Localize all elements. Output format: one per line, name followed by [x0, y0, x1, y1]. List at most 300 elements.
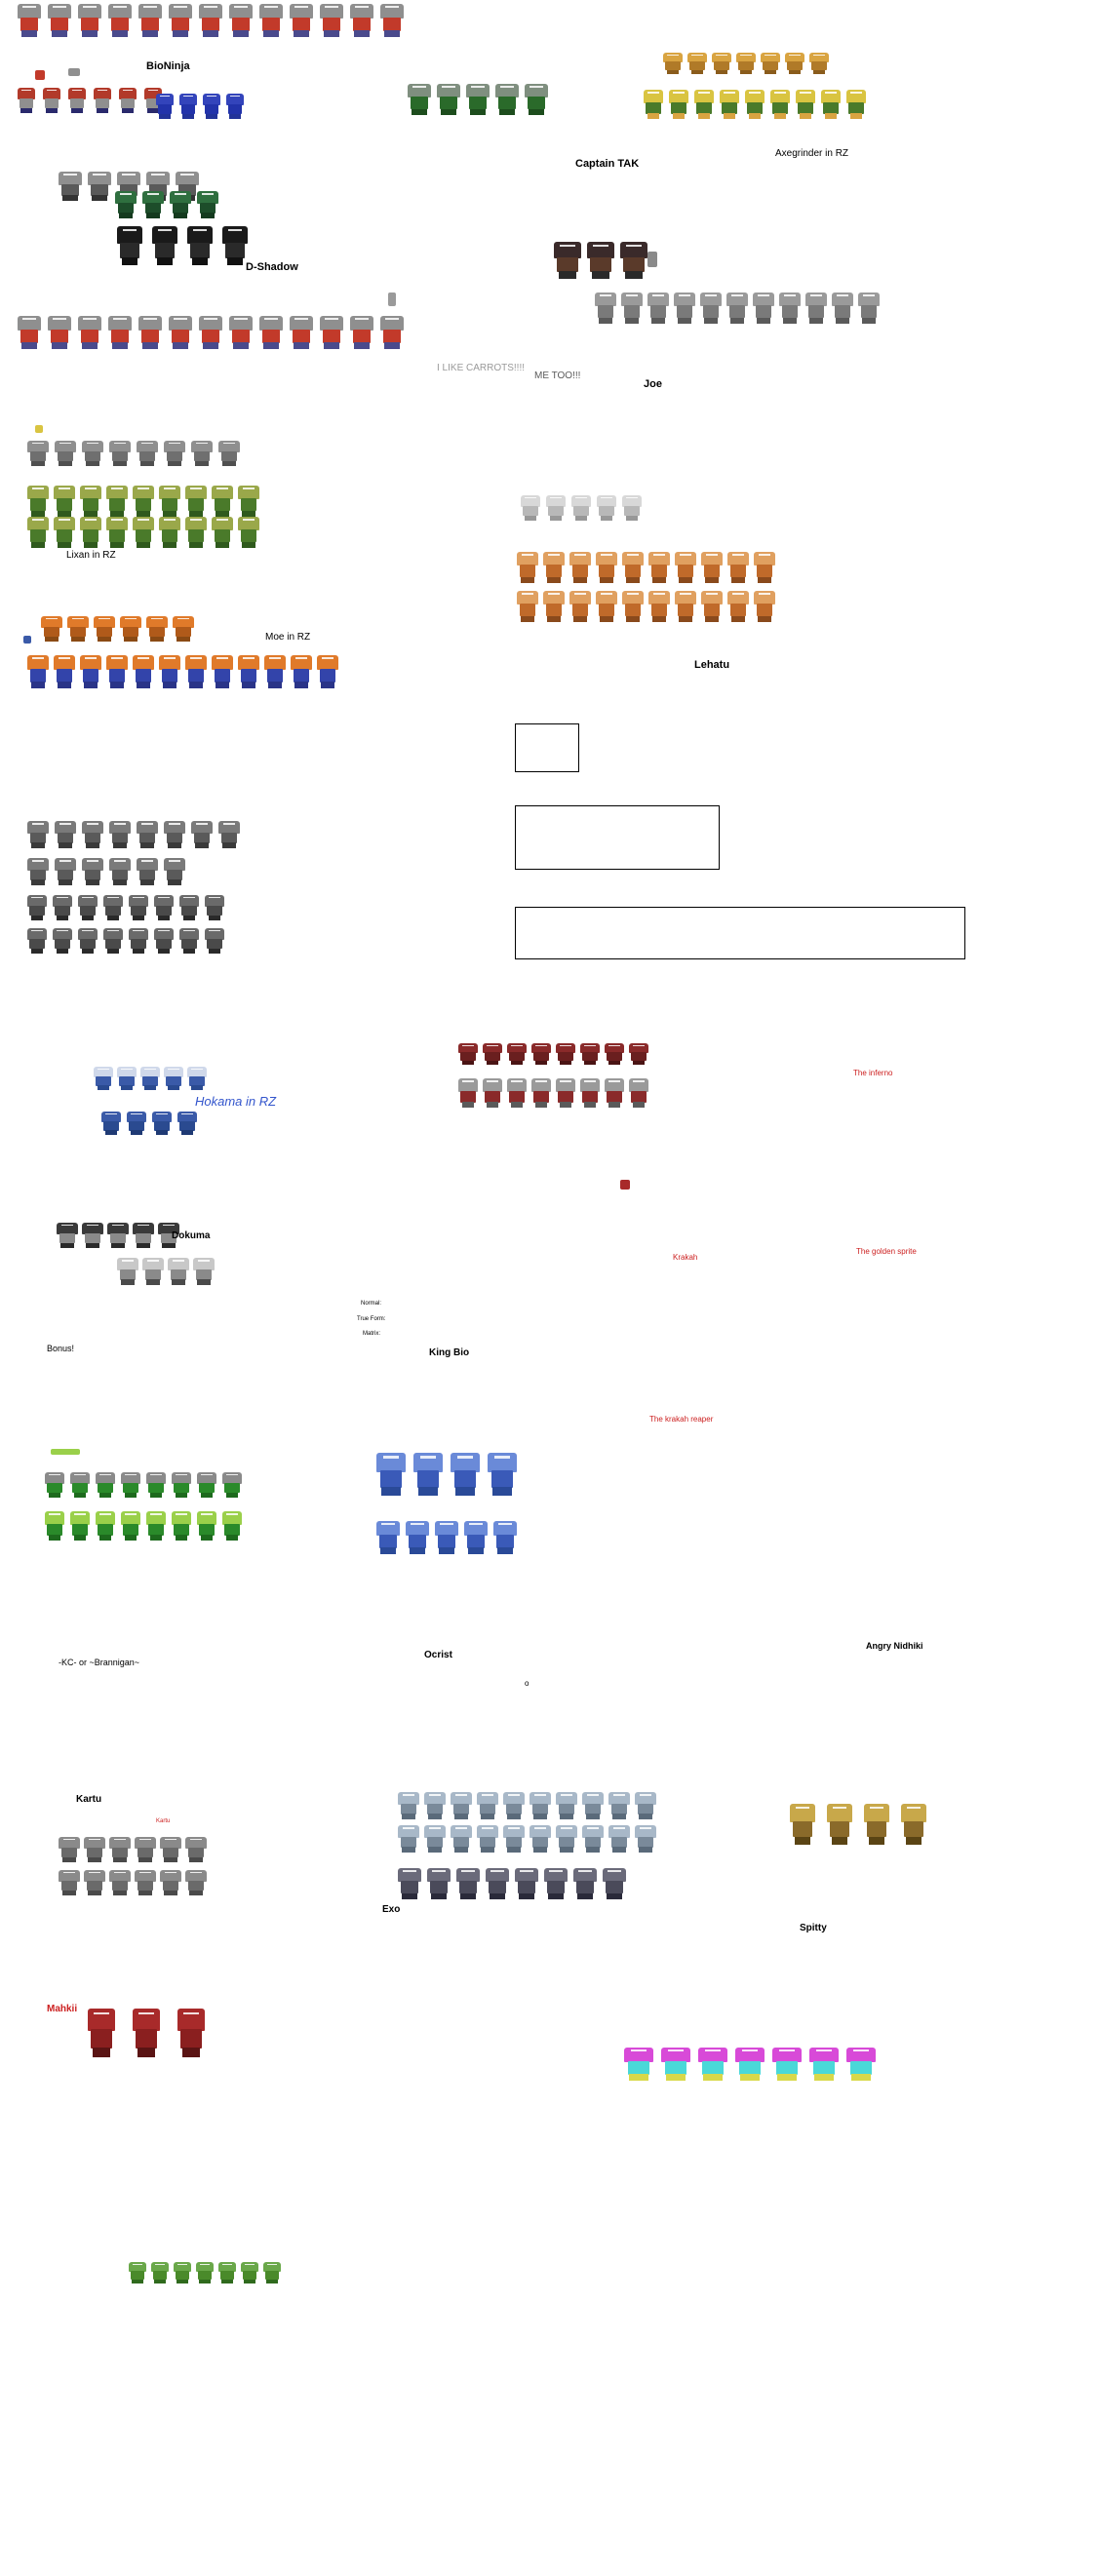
sprite-legs: [724, 113, 736, 119]
sprite-eyes: [87, 1225, 98, 1226]
sprite-head: [477, 1825, 498, 1838]
sprite-head: [503, 1792, 525, 1805]
sprite-eyes: [228, 229, 243, 231]
sprite-body: [650, 305, 667, 318]
sprite-legs: [800, 113, 812, 119]
sprite-head: [137, 441, 158, 452]
sprite-legs: [31, 916, 44, 920]
sprite-legs: [586, 1847, 600, 1853]
sprite-eyes: [520, 1870, 532, 1872]
sprite-eyes: [608, 1080, 619, 1082]
sprite: [350, 4, 373, 37]
sprite-legs: [140, 842, 154, 848]
sprite-eyes: [83, 318, 96, 320]
sprite-head: [735, 2048, 765, 2062]
sprite: [78, 4, 101, 37]
sprite-head: [54, 517, 75, 530]
sprite: [53, 895, 72, 920]
sprite-body: [830, 1821, 849, 1838]
sprite-eyes: [385, 318, 398, 320]
sprite-head: [53, 895, 72, 907]
sprite-body: [598, 305, 614, 318]
sprite-legs: [758, 577, 771, 583]
sprite-head: [27, 821, 49, 834]
sprite-head: [648, 552, 670, 566]
sprite: [117, 1258, 138, 1285]
sprite: [129, 928, 148, 954]
sprite: [172, 1511, 191, 1541]
sprite: [169, 4, 192, 37]
sprite-head: [264, 655, 286, 670]
sprite: [483, 1043, 502, 1065]
sprite-body: [131, 906, 145, 916]
sprite-eyes: [294, 318, 307, 320]
sprite-eyes: [469, 1523, 482, 1525]
caption-dokuma: Dokuma: [172, 1230, 211, 1241]
sprite-head: [159, 517, 180, 530]
sprite-head: [133, 655, 154, 670]
sprite-eyes: [561, 1794, 572, 1796]
sprite: [191, 441, 213, 466]
sprite-legs: [535, 1061, 548, 1065]
sprite: [94, 616, 115, 642]
sprite: [84, 1837, 105, 1862]
caption-mahkii: Mahkii: [47, 2004, 78, 2014]
sprite: [205, 928, 224, 954]
sprite-body: [528, 97, 545, 109]
sprite-head: [103, 928, 123, 940]
sprite: [197, 191, 218, 218]
sprite: [779, 293, 801, 324]
sprite-body: [861, 305, 878, 318]
sprite: [222, 226, 248, 265]
sprite: [805, 293, 827, 324]
sprite: [727, 591, 749, 622]
sprite-eyes: [155, 2264, 165, 2265]
sprite-legs: [626, 577, 640, 583]
sprite-head: [146, 1472, 166, 1484]
sprite-legs: [174, 213, 187, 218]
sprite-legs: [487, 1061, 499, 1065]
sprite-eyes: [150, 1513, 161, 1515]
sprite-eyes: [169, 443, 180, 444]
sprite: [698, 2048, 727, 2081]
sprite-eyes: [85, 657, 97, 659]
sprite: [106, 655, 128, 688]
sprite-body: [156, 939, 171, 949]
sprite-head: [515, 1868, 538, 1882]
sprite-head: [573, 1868, 597, 1882]
sprite-eyes: [759, 593, 770, 595]
sprite-body: [81, 18, 98, 31]
sprite-body: [85, 1233, 101, 1243]
sprite-legs: [439, 1547, 453, 1554]
sprite: [556, 1825, 577, 1853]
sprite-head: [154, 928, 174, 940]
sprite-head: [96, 1511, 115, 1525]
sprite: [78, 895, 98, 920]
sprite-body: [440, 97, 457, 109]
sprite-head: [495, 84, 519, 98]
sprite-eyes: [133, 897, 143, 898]
sprite: [320, 316, 343, 349]
sprite-part: [35, 70, 45, 80]
sprite-legs: [573, 577, 587, 583]
sprite: [45, 1511, 64, 1541]
sprite-body: [506, 1804, 523, 1815]
sprite-eyes: [183, 897, 194, 898]
sprite: [48, 316, 71, 349]
sprite-legs: [294, 30, 308, 37]
sprite-head: [603, 1868, 626, 1882]
sprite-legs: [666, 2074, 685, 2081]
sprite-legs: [59, 879, 72, 885]
sprite-eyes: [732, 593, 744, 595]
sprite-eyes: [111, 519, 123, 521]
sprite-legs: [201, 1535, 214, 1541]
sprite-legs: [110, 542, 124, 548]
sprite-legs: [57, 949, 69, 954]
sprite-body: [148, 1483, 163, 1493]
sprite-body: [438, 1535, 455, 1548]
sprite-body: [678, 565, 694, 577]
sprite-legs: [189, 1891, 203, 1895]
sprite-head: [648, 591, 670, 605]
sprite-head: [620, 242, 647, 258]
sprite-part: [35, 425, 43, 433]
sprite-body: [109, 529, 126, 542]
sprite-legs: [119, 213, 133, 218]
sprite-body: [221, 451, 238, 461]
sprite-eyes: [243, 519, 255, 521]
sprite-head: [493, 1521, 517, 1536]
sprite-body: [491, 1470, 514, 1488]
sprite: [177, 1112, 197, 1135]
sprite-head: [517, 552, 538, 566]
sprite-head: [78, 895, 98, 907]
sprite-body: [167, 833, 183, 843]
sprite-eyes: [22, 318, 35, 320]
sprite-eyes: [765, 55, 775, 56]
sprite-body: [523, 506, 537, 516]
sprite-head: [41, 616, 62, 628]
sprite-body: [174, 1524, 188, 1536]
sprite-body: [678, 604, 694, 616]
sprite: [736, 53, 756, 74]
sprite-body: [623, 257, 644, 272]
sprite-eyes: [57, 897, 67, 898]
sprite-eyes: [202, 193, 214, 195]
sprite: [596, 552, 617, 583]
sprite-legs: [46, 108, 58, 113]
sprite-head: [199, 316, 222, 331]
sprite-head: [96, 1472, 115, 1484]
sprite-legs: [107, 916, 120, 920]
sprite-legs: [774, 113, 787, 119]
sprite-eyes: [691, 55, 702, 56]
sprite-eyes: [209, 930, 219, 931]
sprite: [108, 316, 132, 349]
sprite-legs: [639, 1814, 652, 1819]
sprite-legs: [57, 916, 69, 920]
sprite: [229, 316, 253, 349]
sprite-legs: [294, 682, 308, 688]
sprite-eyes: [59, 488, 70, 489]
sprite-body: [798, 102, 812, 114]
sprite-legs: [82, 916, 95, 920]
sprite-head: [350, 4, 373, 19]
sprite-eyes: [870, 1807, 884, 1809]
sprite-head: [745, 90, 765, 103]
sprite-body: [572, 604, 589, 616]
sprite-eyes: [31, 930, 42, 931]
sprite: [648, 552, 670, 583]
sprite-legs: [226, 1493, 239, 1498]
sprite-legs: [607, 1893, 621, 1899]
sprite-body: [518, 1881, 535, 1893]
sprite-eyes: [190, 488, 202, 489]
sprite: [170, 191, 191, 218]
sprite-eyes: [487, 1080, 497, 1082]
sprite-eyes: [462, 1045, 473, 1046]
sprite-body: [91, 2029, 111, 2049]
sprite: [350, 316, 373, 349]
sprite-head: [556, 1792, 577, 1805]
sprite-eyes: [813, 55, 824, 56]
sprite-body: [112, 870, 129, 880]
sprite: [101, 1112, 121, 1135]
sprite-head: [727, 552, 749, 566]
sprite-body: [30, 451, 47, 461]
sprite-body: [558, 1091, 572, 1103]
sprite-body: [96, 98, 109, 108]
sprite-eyes: [511, 1080, 522, 1082]
sprite: [229, 4, 253, 37]
sprite-body: [469, 97, 487, 109]
sprite-head: [622, 591, 644, 605]
sprite-head: [18, 88, 35, 99]
sprite-eyes: [550, 497, 561, 498]
sprite: [82, 821, 103, 848]
sprite-legs: [233, 30, 248, 37]
sprite-body: [757, 604, 773, 616]
sprite-head: [187, 226, 213, 244]
sprite-part: [647, 252, 657, 267]
sprite-legs: [263, 342, 278, 349]
sprite-eyes: [529, 86, 542, 88]
sprite-body: [453, 1804, 470, 1815]
sprite-legs: [525, 516, 537, 521]
sprite: [622, 591, 644, 622]
sprite-head: [59, 172, 82, 185]
sprite: [809, 2048, 839, 2081]
sprite-body: [808, 305, 825, 318]
sprite-body: [72, 1524, 87, 1536]
sprite-body: [112, 833, 129, 843]
sprite: [413, 1453, 443, 1496]
sprite-legs: [125, 1535, 137, 1541]
sprite-body: [141, 330, 159, 343]
sprite-body: [459, 1881, 477, 1893]
sprite-body: [200, 203, 216, 214]
sprite-legs: [431, 1893, 446, 1899]
sprite-eyes: [667, 55, 678, 56]
sprite-eyes: [522, 593, 533, 595]
sprite-eyes: [22, 6, 35, 8]
sprite-head: [790, 1804, 815, 1822]
sprite-head: [437, 84, 460, 98]
sprite-legs: [233, 342, 248, 349]
sprite-legs: [133, 949, 145, 954]
sprite-eyes: [169, 823, 180, 825]
sprite-eyes: [63, 1872, 75, 1873]
sprite-body: [180, 2029, 201, 2049]
sprite-head: [117, 226, 142, 244]
sprite: [507, 1043, 527, 1065]
sprite-head: [796, 90, 815, 103]
sprite-eyes: [107, 897, 118, 898]
sprite-legs: [71, 108, 83, 113]
sprite-legs: [651, 318, 665, 324]
sprite-legs: [31, 879, 45, 885]
sprite-eyes: [455, 1794, 467, 1796]
sprite-legs: [137, 2048, 155, 2057]
sprite: [466, 84, 490, 115]
sprite-eyes: [245, 2264, 255, 2265]
sprite-body: [163, 1848, 179, 1857]
sprite-head: [80, 655, 101, 670]
sprite: [622, 495, 642, 521]
sprite-legs: [110, 682, 124, 688]
sprite-body: [480, 1837, 496, 1848]
sprite-eyes: [190, 1839, 202, 1840]
sprite-head: [94, 88, 111, 99]
caption-joe: Joe: [644, 378, 662, 390]
sprite: [477, 1825, 498, 1853]
sprite-head: [57, 1223, 78, 1234]
sprite-head: [212, 517, 233, 530]
sprite-eyes: [223, 443, 235, 444]
sprite-legs: [183, 916, 196, 920]
sprite-legs: [227, 257, 244, 265]
sprite-body: [205, 104, 218, 114]
sprite-head: [138, 4, 162, 19]
sprite-body: [72, 1483, 87, 1493]
sprite-body: [813, 2061, 836, 2075]
sprite-head: [94, 616, 115, 628]
sprite-body: [45, 98, 59, 108]
sprite-legs: [74, 1535, 87, 1541]
sprite: [790, 1804, 815, 1845]
sprite-eyes: [105, 1113, 116, 1114]
sprite: [160, 1837, 181, 1862]
sprite-body: [70, 627, 87, 637]
sprite-eyes: [89, 1839, 100, 1840]
sprite-head: [621, 293, 643, 306]
sprite: [185, 517, 207, 548]
sprite: [573, 1868, 597, 1899]
sprite-eyes: [613, 1794, 625, 1796]
sprite-legs: [146, 1279, 160, 1285]
sprite-eyes: [176, 1474, 186, 1475]
sprite-head: [222, 1472, 242, 1484]
sprite-eyes: [123, 229, 137, 231]
sprite-legs: [189, 1857, 203, 1862]
sprite: [858, 293, 880, 324]
sprite: [82, 858, 103, 885]
sprite: [107, 1223, 129, 1248]
sprite-eyes: [59, 823, 71, 825]
sprite-body: [149, 627, 166, 637]
sprite-eyes: [47, 90, 57, 91]
sprite-body: [585, 1837, 602, 1848]
sprite: [435, 1521, 458, 1554]
sprite-legs: [154, 2280, 166, 2283]
sprite-body: [677, 305, 693, 318]
sprite-head: [43, 88, 60, 99]
sprite-legs: [113, 1891, 127, 1895]
sprite-eyes: [174, 6, 186, 8]
sprite-body: [131, 939, 145, 949]
sprite-body: [44, 627, 60, 637]
sprite: [185, 655, 207, 688]
sprite: [761, 53, 780, 74]
sprite-head: [159, 655, 180, 670]
sprite-eyes: [190, 657, 202, 659]
sprite: [821, 90, 841, 119]
sprite-head: [191, 441, 213, 452]
sprite-head: [380, 316, 404, 331]
sprite-eyes: [168, 1069, 178, 1070]
sprite-legs: [150, 637, 164, 642]
caption-hokama: Hokama in RZ: [195, 1094, 277, 1109]
sprite-eyes: [500, 86, 513, 88]
sprite-head: [451, 1792, 472, 1805]
sprite-head: [177, 2009, 205, 2031]
sprite-head: [27, 441, 49, 452]
sprite-part: [23, 636, 31, 644]
sprite-eyes: [535, 1080, 546, 1082]
sprite-head: [376, 1453, 406, 1472]
sprite: [129, 895, 148, 920]
sprite-eyes: [114, 1872, 126, 1873]
sprite-body: [496, 1535, 514, 1548]
sprite: [483, 1078, 502, 1108]
sprite-head: [203, 94, 220, 105]
sprite-legs: [324, 30, 338, 37]
sprite: [103, 895, 123, 920]
sprite-legs: [809, 318, 823, 324]
sprite-legs: [381, 1487, 400, 1496]
sprite-head: [483, 1078, 502, 1092]
sprite-legs: [454, 1847, 468, 1853]
sprite: [191, 821, 213, 848]
sprite-legs: [608, 1061, 621, 1065]
sprite-body: [55, 906, 69, 916]
sprite-eyes: [46, 618, 58, 619]
sprite: [55, 858, 76, 885]
sprite-eyes: [759, 554, 770, 556]
sprite-legs: [181, 1130, 194, 1135]
sprite-eyes: [633, 1080, 644, 1082]
sprite: [264, 655, 286, 688]
sprite: [290, 4, 313, 37]
sprite-legs: [740, 2074, 759, 2081]
sprite-body: [176, 627, 192, 637]
sprite-legs: [418, 1487, 437, 1496]
sprite: [109, 821, 131, 848]
sprite: [675, 552, 696, 583]
